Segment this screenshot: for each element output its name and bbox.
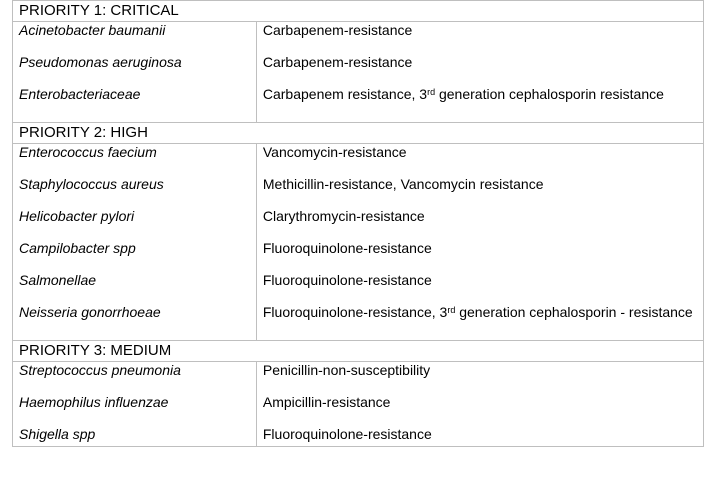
section-header-high [13, 123, 704, 144]
organism-column [13, 144, 257, 341]
organism-name: Enterobacteriaceae [19, 86, 141, 102]
resistance-column [256, 362, 703, 447]
resistance-text: Carbapenem resistance, 3rd generation cephalosporin resistance [262, 86, 664, 102]
resistance-text: Fluoroquinolone-resistance [262, 240, 432, 256]
priority-pathogens-table [12, 0, 704, 447]
resistance-text: Penicillin-non-susceptibility [262, 362, 431, 378]
ordinal-superscript: rd [447, 305, 456, 315]
organism-name: Enterococcus faecium [19, 144, 157, 160]
section-body-critical [13, 22, 704, 123]
organism-name: Salmonellae [19, 272, 97, 288]
organism-name: Neisseria gonorrhoeae [19, 304, 161, 320]
organism-name: Haemophilus influenzae [19, 394, 169, 410]
organism-column [13, 362, 257, 447]
resistance-text: Clarythromycin-resistance [262, 208, 425, 224]
organism-name: Pseudomonas aeruginosa [19, 54, 182, 70]
resistance-text: Carbapenem-resistance [262, 54, 413, 70]
section-body-high [13, 144, 704, 341]
section-heading: PRIORITY 2: HIGH [13, 123, 704, 144]
resistance-text: Carbapenem-resistance [262, 22, 413, 38]
resistance-text: Fluoroquinolone-resistance [262, 272, 432, 288]
section-body-medium [13, 362, 704, 447]
organism-name: Helicobacter pylori [19, 208, 135, 224]
resistance-text: Vancomycin-resistance [262, 144, 407, 160]
resistance-text: Ampicillin-resistance [262, 394, 391, 410]
organism-name: Staphylococcus aureus [19, 176, 164, 192]
ordinal-superscript: rd [427, 87, 436, 97]
section-header-critical [13, 1, 704, 22]
resistance-text: Methicillin-resistance, Vancomycin resistance [262, 176, 544, 192]
organism-name: Campilobacter spp [19, 240, 136, 256]
resistance-column [256, 22, 703, 123]
organism-column [13, 22, 257, 123]
organism-name: Shigella spp [19, 426, 96, 442]
resistance-column [256, 144, 703, 341]
section-heading: PRIORITY 3: MEDIUM [13, 341, 704, 362]
organism-name: Acinetobacter baumanii [19, 22, 166, 38]
resistance-text: Fluoroquinolone-resistance [262, 426, 432, 442]
section-heading: PRIORITY 1: CRITICAL [13, 1, 704, 22]
organism-name: Streptococcus pneumonia [19, 362, 181, 378]
resistance-text: Fluoroquinolone-resistance, 3rd generation cephalosporin - resistance [262, 304, 693, 320]
section-header-medium [13, 341, 704, 362]
